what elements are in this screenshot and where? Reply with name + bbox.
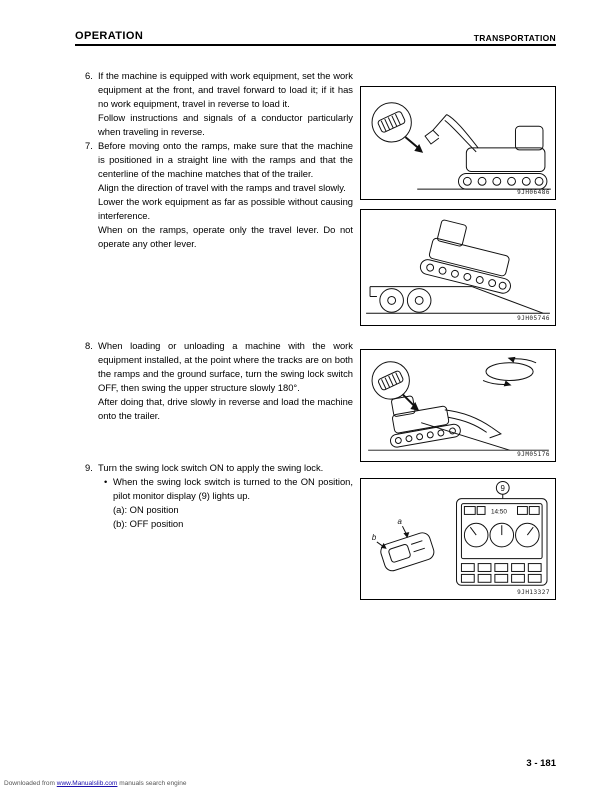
list-item-8 [85,339,353,423]
figure-code: 9JM05176 [517,451,550,458]
item-number: 8. [85,340,93,351]
position-label-b: (b): OFF position [113,518,184,529]
list-item-9 [85,461,353,531]
switch-detail-icon [377,111,406,133]
watermark-note [4,780,186,787]
paragraph: If the machine is equipped with work equipment, set the work equipment at the front, and travel forward to load it; if it has no work equipment, travel in reverse to load it. [98,70,353,109]
instruction-list-middle [85,339,353,423]
figure-code: 9JH13327 [517,589,550,596]
label-b: b [371,532,377,542]
machine-reversing [383,382,501,455]
machine-on-ramp [419,217,522,295]
paragraph: When loading or unloading a machine with the work equipment installed, at the point where the tracks are on both the ramps and the ground surface, turn the swing lock switch OFF, then swing the upper structure slowly 180°. [98,340,353,393]
paragraph: Follow instructions and signals of a conductor particularly when traveling in reverse. [98,112,353,137]
watermark-tail: manuals search engine [117,780,187,787]
callout-9: 9 [500,483,505,493]
header-section-title: OPERATION [75,30,144,42]
paragraph: When on the ramps, operate only the travel lever. Do not operate any other lever. [98,224,353,249]
bullet-marker: • [104,476,108,487]
watermark-prefix: Downloaded from [4,780,57,787]
item-number: 9. [85,462,93,473]
figure-code: 9JH06486 [517,189,550,196]
position-label-a: (a): ON position [113,504,179,515]
paragraph: After doing that, drive slowly in reverse and load the machine onto the trailer. [98,396,353,421]
pilot-monitor-display [457,499,547,586]
instruction-list-top [85,69,353,251]
header-rule [75,44,556,46]
instruction-list-bottom [85,461,353,531]
item-number: 7. [85,140,93,151]
excavator-loading-illustration [361,87,555,199]
page-number: 3 - 181 [526,758,556,769]
manualslib-link[interactable]: www.Manualslib.com [56,780,118,787]
monitor-clock: 14:50 [490,508,507,516]
list-item-6 [85,69,353,139]
figure-swing-unlock [360,349,556,462]
header-chapter-title: TRANSPORTATION [473,33,556,43]
item-number: 6. [85,70,93,81]
paragraph: Lower the work equipment as far as possible without causing interference. [98,196,353,221]
bullet-item [104,475,353,503]
swing-operation-illustration [361,350,555,461]
label-a: a [397,517,402,527]
figure-ramp-travel [360,209,556,326]
list-item-7 [85,139,353,251]
switch-and-monitor-illustration [361,479,555,599]
paragraph: Turn the swing lock switch ON to apply the swing lock. [98,462,324,473]
paragraph: When the swing lock switch is turned to the ON position, pilot monitor display (9) lights up. [113,476,353,501]
figure-code: 9JH05746 [517,315,550,322]
paragraph: Before moving onto the ramps, make sure that the machine is positioned in a straight line with the ramps and that the centerline of the machine matches that of the trailer. [98,140,353,179]
switch-detail-icon [378,370,404,391]
paragraph: Align the direction of travel with the ramps and travel slowly. [98,182,346,193]
trailer-ramp-illustration [361,210,555,325]
figure-swing-lock-monitor [360,478,556,600]
figure-loading-direction [360,86,556,200]
